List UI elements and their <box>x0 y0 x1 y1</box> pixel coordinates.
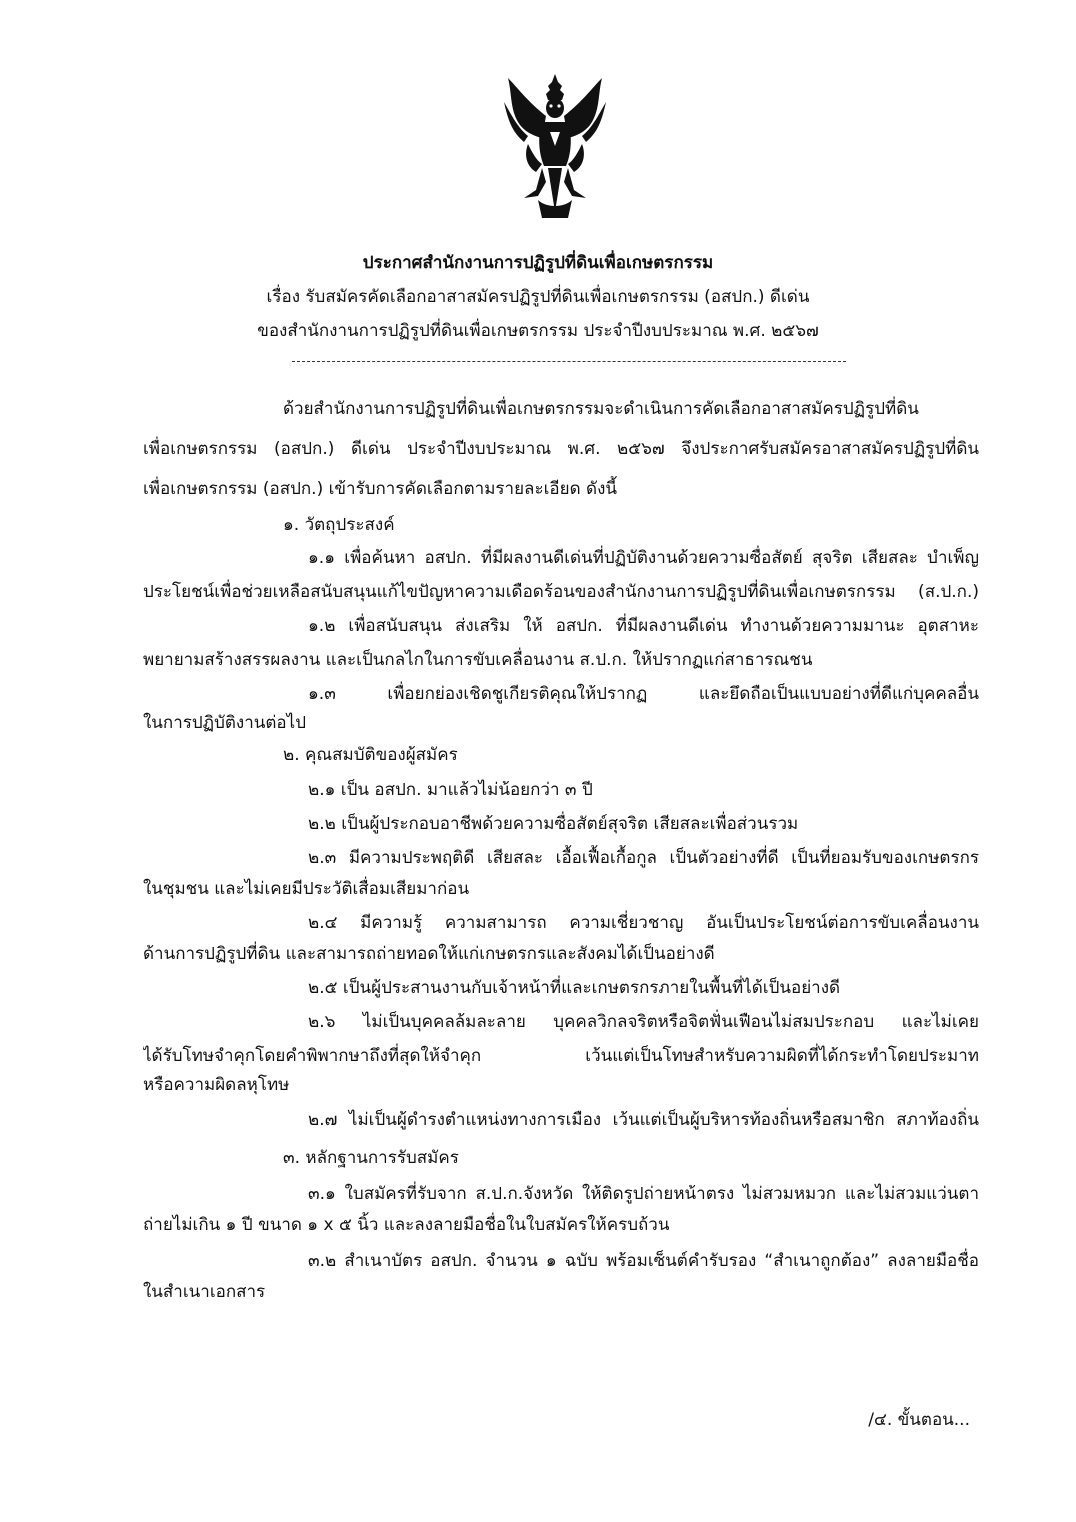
item-2-6-line-3: หรือความผิดลหุโทษ <box>143 1075 290 1095</box>
item-1-3-line-2: ในการปฏิบัติงานต่อไป <box>143 713 306 733</box>
item-3-2-line-1: ๓.๒ สำเนาบัตร อสปก. จำนวน ๑ ฉบับ พร้อมเซ็นต์คำรับรอง “สำเนาถูกต้อง” ลงลายมือชื่อ <box>308 1251 979 1271</box>
item-3-1-line-1: ๓.๑ ใบสมัครที่รับจาก ส.ป.ก.จังหวัด ให้ติดรูปถ่ายหน้าตรง ไม่สวมหมวก และไม่สวมแว่นตา <box>308 1184 979 1204</box>
item-2-3-line-2: ในชุมชน และไม่เคยมีประวัติเสื่อมเสียมาก่อน <box>143 879 470 899</box>
item-2-7: ๒.๗ ไม่เป็นผู้ดำรงตำแหน่งทางการเมือง เว้นแต่เป็นผู้บริหารท้องถิ่นหรือสมาชิก สภาท้องถิ่น <box>308 1110 979 1130</box>
item-2-4-line-2: ด้านการปฏิรูปที่ดิน และสามารถถ่ายทอดให้แก่เกษตรกรและสังคมได้เป็นอย่างดี <box>143 944 715 964</box>
item-2-6-line-2: ได้รับโทษจำคุกโดยคำพิพากษาถึงที่สุดให้จำคุก เว้นแต่เป็นโทษสำหรับความผิดที่ได้กระทำโดยประมาท <box>143 1046 979 1066</box>
announcement-title: ประกาศสำนักงานการปฏิรูปที่ดินเพื่อเกษตรกรรม <box>362 253 714 273</box>
item-1-2-line-2: พยายามสร้างสรรผลงาน และเป็นกลไกในการขับเคลื่อนงาน ส.ป.ก. ให้ปรากฏแก่สาธารณชน <box>143 650 813 670</box>
item-2-6-line-1: ๒.๖ ไม่เป็นบุคคลล้มละลาย บุคคลวิกลจริตหรือจิตฟั่นเฟือนไม่สมประกอบ และไม่เคย <box>308 1012 979 1032</box>
intro-line-3: เพื่อเกษตรกรรม (อสปก.) เข้ารับการคัดเลือกตามรายละเอียด ดังนี้ <box>143 479 617 499</box>
item-3-2-line-2: ในสำเนาเอกสาร <box>143 1282 266 1302</box>
item-1-1-line-2: ประโยชน์เพื่อช่วยเหลือสนับสนุนแก้ไขปัญหาความเดือดร้อนของสำนักงานการปฏิรูปที่ดินเพื่อเกษตรกรรม (ส.ป.ก.) <box>143 582 979 602</box>
header-divider <box>292 361 846 362</box>
item-2-5: ๒.๕ เป็นผู้ประสานงานกับเจ้าหน้าที่และเกษตรกรภายในพื้นที่ได้เป็นอย่างดี <box>308 978 841 998</box>
announcement-subject-line-2: ของสำนักงานการปฏิรูปที่ดินเพื่อเกษตรกรรม ประจำปีงบประมาณ พ.ศ. ๒๕๖๗ <box>257 321 819 341</box>
page-continuation: /๔. ขั้นตอน... <box>868 1410 970 1430</box>
intro-line-1: ด้วยสำนักงานการปฏิรูปที่ดินเพื่อเกษตรกรรมจะดำเนินการคัดเลือกอาสาสมัครปฏิรูปที่ดิน <box>283 399 919 419</box>
intro-line-2: เพื่อเกษตรกรรม (อสปก.) ดีเด่น ประจำปีงบประมาณ พ.ศ. ๒๕๖๗ จึงประกาศรับสมัครอาสาสมัครปฏิรูปที่ดิน <box>143 439 979 459</box>
section-2-heading: ๒. คุณสมบัติของผู้สมัคร <box>283 745 458 765</box>
section-3-heading: ๓. หลักฐานการรับสมัคร <box>283 1148 459 1168</box>
garuda-emblem-icon <box>498 72 612 222</box>
section-1-heading: ๑. วัตถุประสงค์ <box>283 515 395 535</box>
item-2-3-line-1: ๒.๓ มีความประพฤติดี เสียสละ เอื้อเฟื้อเกื้อกูล เป็นตัวอย่างที่ดี เป็นที่ยอมรับของเกษตรกร <box>308 848 979 868</box>
item-2-2: ๒.๒ เป็นผู้ประกอบอาชีพด้วยความซื่อสัตย์สุจริต เสียสละเพื่อส่วนรวม <box>308 814 799 834</box>
item-1-1-line-1: ๑.๑ เพื่อค้นหา อสปก. ที่มีผลงานดีเด่นที่ปฏิบัติงานด้วยความซื่อสัตย์ สุจริต เสียสละ บำเพ็ญ <box>308 548 979 568</box>
item-3-1-line-2: ถ่ายไม่เกิน ๑ ปี ขนาด ๑ x ๕ นิ้ว และลงลายมือชื่อในใบสมัครให้ครบถ้วน <box>143 1215 670 1235</box>
announcement-subject-line-1: เรื่อง รับสมัครคัดเลือกอาสาสมัครปฏิรูปที่ดินเพื่อเกษตรกรรม (อสปก.) ดีเด่น <box>266 287 810 307</box>
item-2-1: ๒.๑ เป็น อสปก. มาแล้วไม่น้อยกว่า ๓ ปี <box>308 780 593 800</box>
item-1-2-line-1: ๑.๒ เพื่อสนับสนุน ส่งเสริม ให้ อสปก. ที่มีผลงานดีเด่น ทำงานด้วยความมานะ อุตสาหะ <box>308 616 979 636</box>
item-2-4-line-1: ๒.๔ มีความรู้ ความสามารถ ความเชี่ยวชาญ อันเป็นประโยชน์ต่อการขับเคลื่อนงาน <box>308 913 979 933</box>
item-1-3-line-1: ๑.๓ เพื่อยกย่องเชิดชูเกียรติคุณให้ปรากฏ และยึดถือเป็นแบบอย่างที่ดีแก่บุคคลอื่น <box>308 684 979 704</box>
